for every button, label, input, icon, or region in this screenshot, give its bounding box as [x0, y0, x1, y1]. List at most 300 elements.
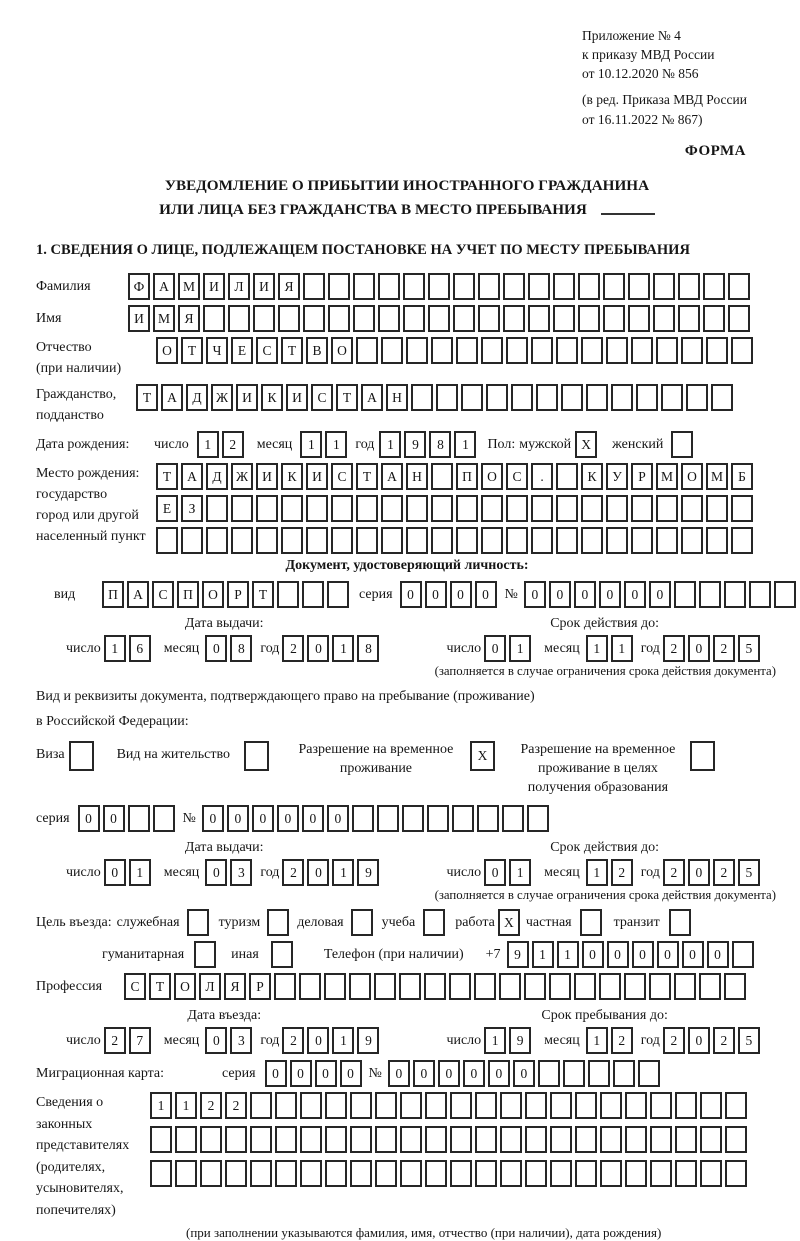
form-cell[interactable]	[456, 527, 478, 554]
form-cell[interactable]: 2	[713, 859, 735, 886]
form-cell[interactable]	[181, 527, 203, 554]
form-cell[interactable]	[538, 1060, 560, 1087]
form-cell[interactable]: А	[361, 384, 383, 411]
form-cell[interactable]	[450, 1126, 472, 1153]
form-cell[interactable]: 0	[202, 805, 224, 832]
form-cell[interactable]	[624, 973, 646, 1000]
form-cell[interactable]: 1	[129, 859, 151, 886]
form-cell[interactable]: У	[606, 463, 628, 490]
form-cell[interactable]	[724, 581, 746, 608]
form-cell[interactable]	[244, 741, 269, 771]
form-cell[interactable]: 1	[557, 941, 579, 968]
form-cell[interactable]: 1	[325, 431, 347, 458]
form-cell[interactable]	[628, 305, 650, 332]
form-cell[interactable]	[506, 527, 528, 554]
form-cell[interactable]: С	[331, 463, 353, 490]
form-cell[interactable]	[456, 337, 478, 364]
form-cell[interactable]	[400, 1126, 422, 1153]
form-cell[interactable]: Ч	[206, 337, 228, 364]
form-cell[interactable]	[613, 1060, 635, 1087]
form-cell[interactable]: О	[331, 337, 353, 364]
form-cell[interactable]	[650, 1160, 672, 1187]
form-cell[interactable]	[302, 581, 324, 608]
form-cell[interactable]: А	[161, 384, 183, 411]
form-cell[interactable]	[427, 805, 449, 832]
form-cell[interactable]: А	[381, 463, 403, 490]
form-cell[interactable]	[703, 305, 725, 332]
form-cell[interactable]	[706, 527, 728, 554]
form-cell[interactable]	[406, 337, 428, 364]
form-cell[interactable]	[274, 973, 296, 1000]
form-cell[interactable]	[749, 581, 771, 608]
form-cell[interactable]	[527, 805, 549, 832]
form-cell[interactable]	[306, 495, 328, 522]
form-cell[interactable]	[477, 805, 499, 832]
form-cell[interactable]: 0	[688, 859, 710, 886]
form-cell[interactable]: 5	[738, 1027, 760, 1054]
form-cell[interactable]: И	[256, 463, 278, 490]
form-cell[interactable]	[578, 273, 600, 300]
form-cell[interactable]: 0	[582, 941, 604, 968]
form-cell[interactable]	[706, 495, 728, 522]
form-cell[interactable]	[503, 273, 525, 300]
form-cell[interactable]	[423, 909, 445, 936]
form-cell[interactable]	[428, 305, 450, 332]
form-cell[interactable]	[187, 909, 209, 936]
form-cell[interactable]	[653, 305, 675, 332]
form-cell[interactable]	[531, 337, 553, 364]
form-cell[interactable]: 0	[524, 581, 546, 608]
form-cell[interactable]: О	[174, 973, 196, 1000]
form-cell[interactable]: О	[681, 463, 703, 490]
form-cell[interactable]	[631, 337, 653, 364]
form-cell[interactable]: Р	[631, 463, 653, 490]
form-cell[interactable]	[350, 1126, 372, 1153]
form-cell[interactable]: 2	[663, 1027, 685, 1054]
form-cell[interactable]: .	[531, 463, 553, 490]
form-cell[interactable]: 0	[688, 635, 710, 662]
form-cell[interactable]	[175, 1160, 197, 1187]
form-cell[interactable]	[300, 1160, 322, 1187]
form-cell[interactable]: 0	[388, 1060, 410, 1087]
form-cell[interactable]	[331, 495, 353, 522]
form-cell[interactable]	[703, 273, 725, 300]
form-cell[interactable]	[725, 1160, 747, 1187]
form-cell[interactable]	[503, 305, 525, 332]
form-cell[interactable]: К	[281, 463, 303, 490]
form-cell[interactable]	[402, 805, 424, 832]
form-cell[interactable]	[678, 273, 700, 300]
form-cell[interactable]: 8	[230, 635, 252, 662]
form-cell[interactable]	[275, 1160, 297, 1187]
form-cell[interactable]	[281, 527, 303, 554]
form-cell[interactable]	[375, 1092, 397, 1119]
form-cell[interactable]	[250, 1126, 272, 1153]
form-cell[interactable]: 9	[507, 941, 529, 968]
form-cell[interactable]: 0	[340, 1060, 362, 1087]
form-cell[interactable]	[400, 1092, 422, 1119]
form-cell[interactable]	[303, 305, 325, 332]
form-cell[interactable]: 0	[413, 1060, 435, 1087]
form-cell[interactable]	[453, 305, 475, 332]
form-cell[interactable]: 1	[150, 1092, 172, 1119]
form-cell[interactable]	[250, 1160, 272, 1187]
form-cell[interactable]: 8	[357, 635, 379, 662]
form-cell[interactable]: З	[181, 495, 203, 522]
form-cell[interactable]: 2	[222, 431, 244, 458]
form-cell[interactable]: Т	[356, 463, 378, 490]
form-cell[interactable]: 1	[532, 941, 554, 968]
form-cell[interactable]: 0	[227, 805, 249, 832]
form-cell[interactable]: Т	[149, 973, 171, 1000]
form-cell[interactable]	[500, 1126, 522, 1153]
form-cell[interactable]	[636, 384, 658, 411]
form-cell[interactable]	[671, 431, 693, 458]
form-cell[interactable]	[728, 305, 750, 332]
form-cell[interactable]: К	[261, 384, 283, 411]
form-cell[interactable]: 2	[104, 1027, 126, 1054]
form-cell[interactable]	[486, 384, 508, 411]
form-cell[interactable]	[631, 495, 653, 522]
form-cell[interactable]	[553, 273, 575, 300]
form-cell[interactable]	[553, 305, 575, 332]
form-cell[interactable]	[500, 1160, 522, 1187]
form-cell[interactable]	[681, 495, 703, 522]
form-cell[interactable]	[231, 495, 253, 522]
form-cell[interactable]: 0	[307, 859, 329, 886]
form-cell[interactable]	[500, 1092, 522, 1119]
form-cell[interactable]	[478, 273, 500, 300]
form-cell[interactable]: 0	[265, 1060, 287, 1087]
form-cell[interactable]: А	[127, 581, 149, 608]
form-cell[interactable]	[588, 1060, 610, 1087]
form-cell[interactable]	[656, 527, 678, 554]
form-cell[interactable]: Я	[224, 973, 246, 1000]
form-cell[interactable]: 1	[484, 1027, 506, 1054]
form-cell[interactable]: X	[470, 741, 495, 771]
form-cell[interactable]	[69, 741, 94, 771]
form-cell[interactable]: 0	[425, 581, 447, 608]
form-cell[interactable]: 9	[404, 431, 426, 458]
form-cell[interactable]	[352, 805, 374, 832]
form-cell[interactable]	[678, 305, 700, 332]
form-cell[interactable]: 1	[175, 1092, 197, 1119]
form-cell[interactable]	[406, 495, 428, 522]
form-cell[interactable]: И	[203, 273, 225, 300]
form-cell[interactable]	[706, 337, 728, 364]
form-cell[interactable]	[375, 1126, 397, 1153]
form-cell[interactable]	[436, 384, 458, 411]
form-cell[interactable]	[253, 305, 275, 332]
form-cell[interactable]: 0	[649, 581, 671, 608]
form-cell[interactable]	[528, 305, 550, 332]
form-cell[interactable]	[377, 805, 399, 832]
form-cell[interactable]	[356, 337, 378, 364]
form-cell[interactable]	[669, 909, 691, 936]
form-cell[interactable]: И	[253, 273, 275, 300]
form-cell[interactable]	[600, 1126, 622, 1153]
form-cell[interactable]	[351, 909, 373, 936]
form-cell[interactable]: 2	[713, 1027, 735, 1054]
form-cell[interactable]	[675, 1126, 697, 1153]
form-cell[interactable]: 0	[205, 859, 227, 886]
form-cell[interactable]	[531, 495, 553, 522]
form-cell[interactable]	[700, 1092, 722, 1119]
form-cell[interactable]: Ф	[128, 273, 150, 300]
form-cell[interactable]	[690, 741, 715, 771]
form-cell[interactable]: Т	[156, 463, 178, 490]
form-cell[interactable]: 1	[379, 431, 401, 458]
form-cell[interactable]	[267, 909, 289, 936]
form-cell[interactable]	[575, 1160, 597, 1187]
form-cell[interactable]: 1	[104, 635, 126, 662]
form-cell[interactable]	[356, 495, 378, 522]
form-cell[interactable]: Е	[156, 495, 178, 522]
form-cell[interactable]	[475, 1092, 497, 1119]
form-cell[interactable]	[231, 527, 253, 554]
form-cell[interactable]	[256, 495, 278, 522]
form-cell[interactable]	[606, 495, 628, 522]
form-cell[interactable]	[731, 495, 753, 522]
form-cell[interactable]	[299, 973, 321, 1000]
form-cell[interactable]: 0	[103, 805, 125, 832]
form-cell[interactable]	[275, 1092, 297, 1119]
form-cell[interactable]: А	[153, 273, 175, 300]
form-cell[interactable]: 0	[327, 805, 349, 832]
form-cell[interactable]	[425, 1092, 447, 1119]
form-cell[interactable]: 2	[282, 1027, 304, 1054]
form-cell[interactable]	[574, 973, 596, 1000]
form-cell[interactable]: 0	[513, 1060, 535, 1087]
form-cell[interactable]	[475, 1160, 497, 1187]
form-cell[interactable]	[424, 973, 446, 1000]
form-cell[interactable]: Я	[278, 273, 300, 300]
form-cell[interactable]: 5	[738, 859, 760, 886]
form-cell[interactable]	[481, 527, 503, 554]
form-cell[interactable]: Ж	[211, 384, 233, 411]
form-cell[interactable]	[275, 1126, 297, 1153]
form-cell[interactable]	[277, 581, 299, 608]
form-cell[interactable]	[675, 1092, 697, 1119]
form-cell[interactable]: 2	[611, 1027, 633, 1054]
form-cell[interactable]	[200, 1126, 222, 1153]
form-cell[interactable]	[581, 527, 603, 554]
form-cell[interactable]	[349, 973, 371, 1000]
form-cell[interactable]: Ж	[231, 463, 253, 490]
form-cell[interactable]: 8	[429, 431, 451, 458]
form-cell[interactable]	[425, 1126, 447, 1153]
form-cell[interactable]: 9	[357, 859, 379, 886]
form-cell[interactable]	[356, 527, 378, 554]
form-cell[interactable]	[611, 384, 633, 411]
form-cell[interactable]	[453, 273, 475, 300]
form-cell[interactable]	[650, 1092, 672, 1119]
form-cell[interactable]	[375, 1160, 397, 1187]
form-cell[interactable]	[506, 495, 528, 522]
form-cell[interactable]: 2	[200, 1092, 222, 1119]
form-cell[interactable]	[653, 273, 675, 300]
form-cell[interactable]	[502, 805, 524, 832]
form-cell[interactable]: 0	[307, 1027, 329, 1054]
form-cell[interactable]: П	[177, 581, 199, 608]
form-cell[interactable]: Л	[199, 973, 221, 1000]
form-cell[interactable]	[411, 384, 433, 411]
form-cell[interactable]	[575, 1126, 597, 1153]
form-cell[interactable]	[150, 1126, 172, 1153]
form-cell[interactable]	[525, 1126, 547, 1153]
form-cell[interactable]: С	[256, 337, 278, 364]
form-cell[interactable]: К	[581, 463, 603, 490]
form-cell[interactable]	[378, 273, 400, 300]
form-cell[interactable]: 0	[657, 941, 679, 968]
form-cell[interactable]	[381, 527, 403, 554]
form-cell[interactable]	[425, 1160, 447, 1187]
form-cell[interactable]	[406, 527, 428, 554]
form-cell[interactable]: 5	[738, 635, 760, 662]
form-cell[interactable]	[681, 527, 703, 554]
form-cell[interactable]	[150, 1160, 172, 1187]
form-cell[interactable]: М	[178, 273, 200, 300]
form-cell[interactable]	[456, 495, 478, 522]
form-cell[interactable]	[431, 495, 453, 522]
form-cell[interactable]: 1	[509, 635, 531, 662]
form-cell[interactable]	[699, 581, 721, 608]
form-cell[interactable]: Е	[231, 337, 253, 364]
form-cell[interactable]	[300, 1092, 322, 1119]
form-cell[interactable]: 0	[682, 941, 704, 968]
form-cell[interactable]	[586, 384, 608, 411]
form-cell[interactable]: 0	[707, 941, 729, 968]
form-cell[interactable]: 0	[277, 805, 299, 832]
form-cell[interactable]	[450, 1160, 472, 1187]
form-cell[interactable]: 1	[586, 635, 608, 662]
form-cell[interactable]	[303, 273, 325, 300]
form-cell[interactable]: 7	[129, 1027, 151, 1054]
form-cell[interactable]: Т	[281, 337, 303, 364]
form-cell[interactable]: 1	[332, 1027, 354, 1054]
form-cell[interactable]: О	[481, 463, 503, 490]
form-cell[interactable]: Т	[252, 581, 274, 608]
form-cell[interactable]	[550, 1160, 572, 1187]
form-cell[interactable]	[550, 1092, 572, 1119]
form-cell[interactable]: 1	[332, 859, 354, 886]
form-cell[interactable]	[511, 384, 533, 411]
form-cell[interactable]	[556, 463, 578, 490]
form-cell[interactable]	[325, 1160, 347, 1187]
form-cell[interactable]: 0	[400, 581, 422, 608]
form-cell[interactable]	[732, 941, 754, 968]
form-cell[interactable]: 1	[300, 431, 322, 458]
form-cell[interactable]	[325, 1126, 347, 1153]
form-cell[interactable]	[628, 273, 650, 300]
form-cell[interactable]	[674, 973, 696, 1000]
form-cell[interactable]	[499, 973, 521, 1000]
form-cell[interactable]	[556, 495, 578, 522]
form-cell[interactable]	[686, 384, 708, 411]
form-cell[interactable]	[350, 1160, 372, 1187]
form-cell[interactable]: 0	[450, 581, 472, 608]
form-cell[interactable]	[381, 495, 403, 522]
form-cell[interactable]: 2	[663, 859, 685, 886]
form-cell[interactable]	[556, 527, 578, 554]
form-cell[interactable]	[711, 384, 733, 411]
form-cell[interactable]: 0	[302, 805, 324, 832]
form-cell[interactable]	[561, 384, 583, 411]
form-cell[interactable]	[452, 805, 474, 832]
form-cell[interactable]	[450, 1092, 472, 1119]
form-cell[interactable]	[578, 305, 600, 332]
form-cell[interactable]: М	[153, 305, 175, 332]
form-cell[interactable]	[600, 1160, 622, 1187]
form-cell[interactable]: 2	[282, 635, 304, 662]
form-cell[interactable]: 1	[509, 859, 531, 886]
form-cell[interactable]	[228, 305, 250, 332]
form-cell[interactable]	[725, 1092, 747, 1119]
form-cell[interactable]	[250, 1092, 272, 1119]
form-cell[interactable]	[306, 527, 328, 554]
form-cell[interactable]	[374, 973, 396, 1000]
form-cell[interactable]	[638, 1060, 660, 1087]
form-cell[interactable]	[256, 527, 278, 554]
form-cell[interactable]	[681, 337, 703, 364]
form-cell[interactable]: 3	[230, 1027, 252, 1054]
form-cell[interactable]	[194, 941, 216, 968]
form-cell[interactable]	[278, 305, 300, 332]
form-cell[interactable]	[724, 973, 746, 1000]
form-cell[interactable]: 9	[357, 1027, 379, 1054]
form-cell[interactable]: 0	[632, 941, 654, 968]
form-cell[interactable]	[599, 973, 621, 1000]
form-cell[interactable]: 0	[315, 1060, 337, 1087]
form-cell[interactable]	[731, 527, 753, 554]
form-cell[interactable]: М	[706, 463, 728, 490]
form-cell[interactable]: 2	[611, 859, 633, 886]
form-cell[interactable]: 0	[488, 1060, 510, 1087]
form-cell[interactable]	[656, 337, 678, 364]
form-cell[interactable]	[403, 273, 425, 300]
form-cell[interactable]: В	[306, 337, 328, 364]
form-cell[interactable]	[175, 1126, 197, 1153]
form-cell[interactable]: 0	[475, 581, 497, 608]
form-cell[interactable]: 0	[205, 1027, 227, 1054]
form-cell[interactable]	[625, 1160, 647, 1187]
form-cell[interactable]: С	[506, 463, 528, 490]
form-cell[interactable]	[203, 305, 225, 332]
form-cell[interactable]	[631, 527, 653, 554]
form-cell[interactable]	[481, 337, 503, 364]
form-cell[interactable]	[378, 305, 400, 332]
form-cell[interactable]: И	[236, 384, 258, 411]
form-cell[interactable]	[700, 1126, 722, 1153]
form-cell[interactable]	[328, 305, 350, 332]
form-cell[interactable]	[461, 384, 483, 411]
form-cell[interactable]	[528, 273, 550, 300]
form-cell[interactable]	[725, 1126, 747, 1153]
form-cell[interactable]	[606, 337, 628, 364]
form-cell[interactable]	[603, 273, 625, 300]
form-cell[interactable]: 0	[688, 1027, 710, 1054]
form-cell[interactable]	[281, 495, 303, 522]
form-cell[interactable]	[328, 273, 350, 300]
form-cell[interactable]: 2	[663, 635, 685, 662]
form-cell[interactable]	[563, 1060, 585, 1087]
form-cell[interactable]: И	[306, 463, 328, 490]
form-cell[interactable]: 0	[624, 581, 646, 608]
form-cell[interactable]: 0	[290, 1060, 312, 1087]
form-cell[interactable]	[731, 337, 753, 364]
form-cell[interactable]: П	[102, 581, 124, 608]
form-cell[interactable]	[206, 527, 228, 554]
